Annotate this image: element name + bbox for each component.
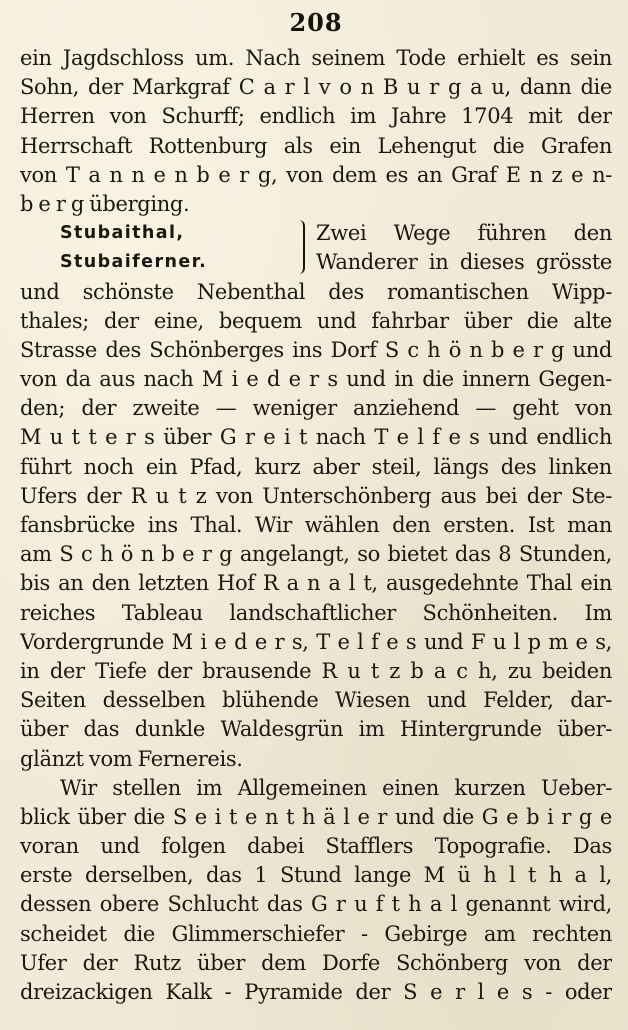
text-line: Herrschaft Rottenburg als ein Lehengut die Grafen: [20, 133, 612, 158]
text-line: Sohn, der Markgraf C a r l v o n B u r g a u, dann die: [20, 75, 612, 100]
text-line: M u t t e r s über G r e i t nach T e l f e s und endlich: [20, 425, 612, 450]
text-line: bis an den letzten Hof R a n a l t, ausgedehnte Thal ein: [20, 571, 612, 596]
text-line: Ufer der Rutz über dem Dorfe Schönberg von der: [20, 950, 612, 975]
text-line: Wir stellen im Allgemeinen einen kurzen Ueber-: [60, 775, 612, 800]
text-line: über das dunkle Waldesgrün im Hintergrunde über-: [20, 717, 612, 742]
heading-subtitle: Stubaiferner.: [60, 252, 208, 273]
text-line: blick über die S e i t e n t h ä l e r und die G e b i r g e: [20, 804, 612, 829]
text-line: Seiten desselben blühende Wiesen und Felder, dar-: [20, 688, 612, 713]
text-line: dreizackigen Kalk - Pyramide der S e r l e s - oder: [20, 980, 612, 1004]
text-line: Herren von Schurff; endlich im Jahre 1704 mit der: [20, 104, 612, 129]
text-line: und schönste Nebenthal des romantischen Wipp-: [20, 279, 612, 304]
text-line: führt noch ein Pfad, kurz aber steil, längs des linken: [20, 454, 612, 479]
text-line: fansbrücke ins Thal. Wir wählen den ersten. Ist man: [20, 513, 612, 537]
paragraph-3: [20, 774, 612, 1008]
text-line: den; der zweite — weniger anziehend — geht von: [20, 396, 612, 421]
text-line: scheidet die Glimmerschiefer - Gebirge am rechten: [20, 921, 612, 946]
text-line: von T a n n e n b e r g, von dem es an Graf E n z e n-: [20, 162, 612, 187]
paragraph-2: [20, 278, 612, 774]
text-line: von da aus nach M i e d e r s und in die innern Gegen-: [20, 367, 612, 392]
text-line: b e r g überging.: [20, 191, 190, 216]
text-line: am S c h ö n b e r g angelangt, so bietet das 8 Stunden,: [20, 542, 612, 567]
page-number: 208: [289, 8, 343, 37]
text-line: Strasse des Schönberges ins Dorf S c h ö n b e r g und: [20, 337, 612, 362]
paragraph-1: [20, 44, 612, 219]
text-line: reiches Tableau landschaftlicher Schönheiten. Im: [20, 600, 612, 625]
section-heading: [20, 219, 612, 277]
text-line: in der Tiefe der brausende R u t z b a c h, zu beiden: [20, 658, 612, 683]
text-line: Wanderer in dieses grösste: [316, 250, 612, 275]
text-line: voran und folgen dabei Stafflers Topografie. Das: [20, 834, 612, 859]
text-line: Zwei Wege führen den: [316, 221, 612, 246]
text-line: dessen obere Schlucht das G r u f t h a l genannt wird,: [20, 892, 612, 917]
heading-title: Stubaithal,: [60, 223, 185, 244]
text-line: Ufers der R u t z von Unterschönberg aus bei der Ste-: [20, 483, 612, 508]
text-line: ein Jagdschloss um. Nach seinem Tode erhielt es sein: [20, 46, 612, 70]
text-line: glänzt vom Fernereis.: [20, 746, 243, 771]
brace-icon: [297, 220, 305, 274]
book-page: [20, 8, 612, 1022]
text-line: erste derselben, das 1 Stund lange M ü h l t h a l,: [20, 863, 612, 888]
text-line: thales; der eine, bequem und fahrbar über die alte: [20, 308, 612, 333]
text-line: Vordergrunde M i e d e r s, T e l f e s und F u l p m e s,: [20, 629, 612, 654]
